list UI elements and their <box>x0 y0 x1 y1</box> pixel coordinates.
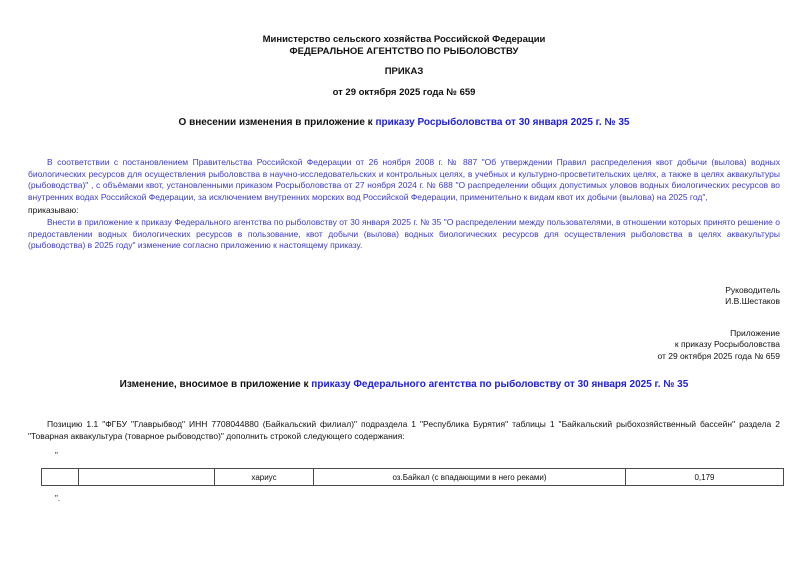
ministry-line: Министерство сельского хозяйства Российской Федерации <box>262 34 546 45</box>
annex-reference-block <box>28 328 780 363</box>
preamble-paragraph: В соответствии с постановлением Правительства Российской Федерации от 26 ноября 2008 г. № 887 "Об утверждении Правил распределения квот добычи (вылова) водных биологических ресурсов для осуществления рыболовства в научно-исследовательских и контрольных целях, в учебных и культурно-просветительских целях, а также в целях аквакультуры (рыбоводства)" , с объёмами квот, установленными приказом Росрыболовства от 27 ноября 2024 г. № 688 "О распределении общих допустимых уловов водных биологических ресурсов во внутренних водах Российской Федерации, за исключением внутренних морских вод Российской Федерации, применительно к видам квот их добычи (вылова) на 2025 год", <box>28 157 780 202</box>
enacting-word: приказываю: <box>28 205 79 216</box>
signature-title: Руководитель <box>725 284 780 295</box>
quota-value-cell: 0,179 <box>626 469 784 486</box>
annex-ref-line1: Приложение <box>730 327 780 338</box>
amendment-table <box>41 468 784 486</box>
annex-title-order-link[interactable]: приказу Федерального агентства по рыболовству от 30 января 2025 г. № 35 <box>311 379 689 391</box>
annex-ref-line2: к приказу Росрыболовства <box>674 339 780 350</box>
subject-prefix: О внесении изменения в приложение к <box>178 117 376 128</box>
doc-number-date-line: от 29 октября 2025 года № 659 <box>332 87 476 98</box>
subject-line <box>28 116 780 129</box>
species-cell: хариус <box>215 469 314 486</box>
user-cell <box>79 469 215 486</box>
order-paragraph: Внести в приложение к приказу Федерального агентства по рыболовству от 30 января 2025 г. № 35 "О распределении между пользователями, в отношении которых принято решение о предоставлении водных биологических ресурсов в пользование, квот добычи (вылова) водных биологических ресурсов для осуществления рыболовства в целях аквакультуры (рыбоводства) в 2025 году" изменение согласно приложению к настоящему приказу. <box>28 216 780 251</box>
table-row <box>42 469 784 486</box>
signature-name: И.В.Шестаков <box>725 296 780 307</box>
annex-instruction-paragraph: Позицию 1.1 "ФГБУ "Главрыбвод" ИНН 7708044880 (Байкальский филиал)" подраздела 1 "Республика Бурятия" таблицы 1 "Байкальский рыбохозяйственный бассейн" раздела 2 "Товарная аквакультура (товарное рыбоводство)" дополнить строкой следующего содержания: <box>28 419 780 441</box>
annex-title-line <box>28 378 780 391</box>
subject-order-link[interactable]: приказу Росрыболовства от 30 января 2025 г. № 35 <box>375 117 630 128</box>
annex-title-prefix: Изменение, вносимое в приложение к <box>119 379 312 391</box>
signature-block <box>28 285 780 308</box>
table-opening-quote-mark: " <box>55 451 58 461</box>
water-body-cell: оз.Байкал (с впадающими в него реками) <box>314 469 626 486</box>
agency-line: ФЕДЕРАЛЬНОЕ АГЕНТСТВО ПО РЫБОЛОВСТВУ <box>289 46 519 57</box>
doc-type-line: ПРИКАЗ <box>384 66 424 77</box>
annex-ref-line3: от 29 октября 2025 года № 659 <box>657 350 780 361</box>
table-closing-quote-mark: ". <box>55 494 61 504</box>
row-number-cell <box>42 469 79 486</box>
